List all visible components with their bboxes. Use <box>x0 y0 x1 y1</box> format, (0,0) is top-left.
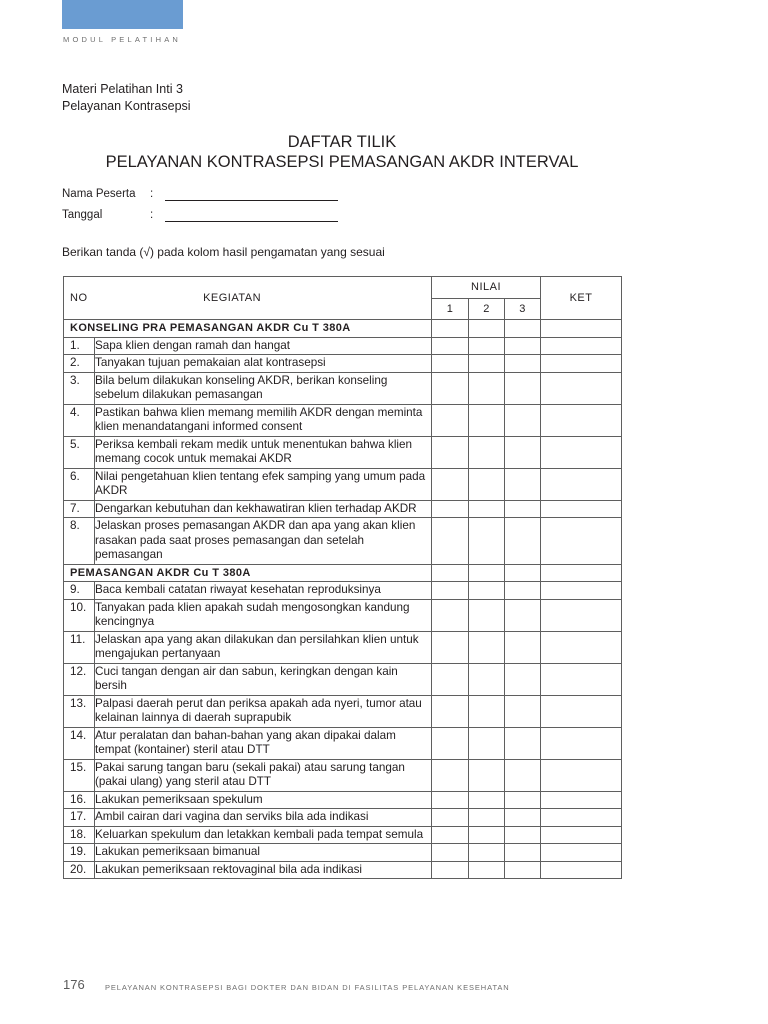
table-row <box>64 759 622 791</box>
header-score: NILAI <box>432 277 541 299</box>
score-3-cell[interactable] <box>505 861 541 879</box>
table-row <box>64 844 622 862</box>
section-empty-cell <box>469 320 505 338</box>
row-number: 5. <box>64 436 95 468</box>
note-cell[interactable] <box>541 695 622 727</box>
row-activity: Palpasi daerah perut dan periksa apakah ada nyeri, tumor atau kelainan lainnya di daerah suprapubik <box>95 695 432 727</box>
date-separator: : <box>150 209 154 221</box>
note-cell[interactable] <box>541 355 622 373</box>
table-row <box>64 695 622 727</box>
score-3-cell[interactable] <box>505 599 541 631</box>
score-2-cell[interactable] <box>469 759 505 791</box>
note-cell[interactable] <box>541 663 622 695</box>
score-1-cell[interactable] <box>432 372 469 404</box>
score-1-cell[interactable] <box>432 844 469 862</box>
score-3-cell[interactable] <box>505 826 541 844</box>
score-1-cell[interactable] <box>432 582 469 600</box>
row-number: 14. <box>64 727 95 759</box>
date-input-line[interactable] <box>165 221 338 222</box>
score-2-cell[interactable] <box>469 518 505 565</box>
row-activity: Jelaskan apa yang akan dilakukan dan persilahkan klien untuk mengajukan pertanyaan <box>95 631 432 663</box>
score-3-cell[interactable] <box>505 337 541 355</box>
date-field[interactable] <box>62 209 153 221</box>
note-cell[interactable] <box>541 631 622 663</box>
score-1-cell[interactable] <box>432 599 469 631</box>
name-field[interactable] <box>62 188 153 200</box>
score-1-cell[interactable] <box>432 404 469 436</box>
note-cell[interactable] <box>541 500 622 518</box>
note-cell[interactable] <box>541 372 622 404</box>
score-1-cell[interactable] <box>432 727 469 759</box>
score-1-cell[interactable] <box>432 861 469 879</box>
score-2-cell[interactable] <box>469 337 505 355</box>
row-activity: Lakukan pemeriksaan spekulum <box>95 791 432 809</box>
score-1-cell[interactable] <box>432 759 469 791</box>
score-1-cell[interactable] <box>432 631 469 663</box>
table-row <box>64 404 622 436</box>
section-empty-cell <box>541 320 622 338</box>
section-empty-cell <box>432 564 469 582</box>
row-number: 13. <box>64 695 95 727</box>
row-activity: Cuci tangan dengan air dan sabun, keringkan dengan kain bersih <box>95 663 432 695</box>
table-row <box>64 468 622 500</box>
row-activity: Nilai pengetahuan klien tentang efek samping yang umum pada AKDR <box>95 468 432 500</box>
score-2-cell[interactable] <box>469 631 505 663</box>
row-number: 20. <box>64 861 95 879</box>
score-1-cell[interactable] <box>432 355 469 373</box>
score-3-cell[interactable] <box>505 355 541 373</box>
table-row <box>64 826 622 844</box>
table-row <box>64 436 622 468</box>
score-2-cell[interactable] <box>469 372 505 404</box>
section-title: KONSELING PRA PEMASANGAN AKDR Cu T 380A <box>64 320 432 338</box>
row-activity: Tanyakan tujuan pemakaian alat kontrasepsi <box>95 355 432 373</box>
row-number: 11. <box>64 631 95 663</box>
score-2-cell[interactable] <box>469 844 505 862</box>
table-row <box>64 582 622 600</box>
row-number: 18. <box>64 826 95 844</box>
row-activity: Atur peralatan dan bahan-bahan yang akan dipakai dalam tempat (kontainer) steril atau DTT <box>95 727 432 759</box>
row-number: 7. <box>64 500 95 518</box>
score-2-cell[interactable] <box>469 826 505 844</box>
score-3-cell[interactable] <box>505 791 541 809</box>
header-score-1: 1 <box>432 299 469 320</box>
score-2-cell[interactable] <box>469 468 505 500</box>
footer-text: PELAYANAN KONTRASEPSI BAGI DOKTER DAN BIDAN DI FASILITAS PELAYANAN KESEHATAN <box>105 983 510 992</box>
score-1-cell[interactable] <box>432 791 469 809</box>
score-1-cell[interactable] <box>432 500 469 518</box>
table-row <box>64 861 622 879</box>
material-heading <box>62 81 191 115</box>
note-cell[interactable] <box>541 727 622 759</box>
material-line-2: Pelayanan Kontrasepsi <box>62 99 191 113</box>
note-cell[interactable] <box>541 599 622 631</box>
section-header-row <box>64 320 622 338</box>
header-score-3: 3 <box>505 299 541 320</box>
row-activity: Pastikan bahwa klien memang memilih AKDR dengan meminta klien menandatangani informed consent <box>95 404 432 436</box>
section-header-row <box>64 564 622 582</box>
section-empty-cell <box>432 320 469 338</box>
score-3-cell[interactable] <box>505 500 541 518</box>
score-3-cell[interactable] <box>505 436 541 468</box>
checklist-table <box>63 276 622 879</box>
score-1-cell[interactable] <box>432 826 469 844</box>
table-row <box>64 500 622 518</box>
row-activity: Periksa kembali rekam medik untuk menentukan bahwa klien memang cocok untuk memakai AKDR <box>95 436 432 468</box>
table-row <box>64 372 622 404</box>
header-no-activity <box>64 277 432 320</box>
note-cell[interactable] <box>541 809 622 827</box>
row-activity: Sapa klien dengan ramah dan hangat <box>95 337 432 355</box>
module-label: MODUL PELATIHAN <box>63 35 182 44</box>
score-2-cell[interactable] <box>469 582 505 600</box>
row-number: 9. <box>64 582 95 600</box>
row-activity: Jelaskan proses pemasangan AKDR dan apa yang akan klien rasakan pada saat proses pemasangan dan setelah pemasangan <box>95 518 432 565</box>
table-row <box>64 337 622 355</box>
score-3-cell[interactable] <box>505 759 541 791</box>
table-row <box>64 727 622 759</box>
score-2-cell[interactable] <box>469 695 505 727</box>
score-2-cell[interactable] <box>469 861 505 879</box>
score-3-cell[interactable] <box>505 663 541 695</box>
table-row <box>64 809 622 827</box>
section-empty-cell <box>541 564 622 582</box>
score-1-cell[interactable] <box>432 518 469 565</box>
score-2-cell[interactable] <box>469 809 505 827</box>
header-activity: KEGIATAN <box>203 291 262 304</box>
row-activity: Ambil cairan dari vagina dan serviks bila ada indikasi <box>95 809 432 827</box>
row-activity: Keluarkan spekulum dan letakkan kembali pada tempat semula <box>95 826 432 844</box>
score-3-cell[interactable] <box>505 582 541 600</box>
note-cell[interactable] <box>541 468 622 500</box>
row-activity: Tanyakan pada klien apakah sudah mengosongkan kandung kencingnya <box>95 599 432 631</box>
score-1-cell[interactable] <box>432 695 469 727</box>
row-number: 3. <box>64 372 95 404</box>
score-1-cell[interactable] <box>432 663 469 695</box>
page-number: 176 <box>63 977 85 992</box>
table-row <box>64 355 622 373</box>
score-1-cell[interactable] <box>432 337 469 355</box>
table-row <box>64 518 622 565</box>
score-3-cell[interactable] <box>505 404 541 436</box>
row-number: 8. <box>64 518 95 565</box>
score-3-cell[interactable] <box>505 844 541 862</box>
row-activity: Lakukan pemeriksaan bimanual <box>95 844 432 862</box>
score-2-cell[interactable] <box>469 355 505 373</box>
score-2-cell[interactable] <box>469 727 505 759</box>
row-number: 10. <box>64 599 95 631</box>
note-cell[interactable] <box>541 337 622 355</box>
table-row <box>64 599 622 631</box>
score-1-cell[interactable] <box>432 468 469 500</box>
score-3-cell[interactable] <box>505 468 541 500</box>
row-number: 6. <box>64 468 95 500</box>
table-row <box>64 663 622 695</box>
row-number: 1. <box>64 337 95 355</box>
note-cell[interactable] <box>541 826 622 844</box>
row-number: 19. <box>64 844 95 862</box>
section-title: PEMASANGAN AKDR Cu T 380A <box>64 564 432 582</box>
row-activity: Baca kembali catatan riwayat kesehatan reproduksinya <box>95 582 432 600</box>
score-2-cell[interactable] <box>469 404 505 436</box>
page-title: DAFTAR TILIK <box>287 133 397 151</box>
row-number: 4. <box>64 404 95 436</box>
name-input-line[interactable] <box>165 200 338 201</box>
section-empty-cell <box>505 320 541 338</box>
row-number: 12. <box>64 663 95 695</box>
score-3-cell[interactable] <box>505 372 541 404</box>
section-empty-cell <box>469 564 505 582</box>
name-separator: : <box>150 188 154 200</box>
score-3-cell[interactable] <box>505 727 541 759</box>
note-cell[interactable] <box>541 861 622 879</box>
score-3-cell[interactable] <box>505 809 541 827</box>
note-cell[interactable] <box>541 404 622 436</box>
note-cell[interactable] <box>541 844 622 862</box>
row-activity: Dengarkan kebutuhan dan kekhawatiran klien terhadap AKDR <box>95 500 432 518</box>
header-score-2: 2 <box>469 299 505 320</box>
row-number: 15. <box>64 759 95 791</box>
row-activity: Pakai sarung tangan baru (sekali pakai) atau sarung tangan (pakai ulang) yang steril atau DTT <box>95 759 432 791</box>
instruction-text: Berikan tanda (√) pada kolom hasil pengamatan yang sesuai <box>62 245 385 259</box>
header-note: KET <box>541 277 622 320</box>
score-1-cell[interactable] <box>432 436 469 468</box>
date-label: Tanggal <box>62 209 103 221</box>
material-line-1: Materi Pelatihan Inti 3 <box>62 82 183 96</box>
note-cell[interactable] <box>541 518 622 565</box>
score-3-cell[interactable] <box>505 518 541 565</box>
row-number: 16. <box>64 791 95 809</box>
row-number: 17. <box>64 809 95 827</box>
score-2-cell[interactable] <box>469 436 505 468</box>
row-number: 2. <box>64 355 95 373</box>
score-3-cell[interactable] <box>505 631 541 663</box>
note-cell[interactable] <box>541 582 622 600</box>
note-cell[interactable] <box>541 436 622 468</box>
score-1-cell[interactable] <box>432 809 469 827</box>
row-activity: Bila belum dilakukan konseling AKDR, berikan konseling sebelum dilakukan pemasangan <box>95 372 432 404</box>
score-2-cell[interactable] <box>469 599 505 631</box>
page-subtitle: PELAYANAN KONTRASEPSI PEMASANGAN AKDR INTERVAL <box>105 153 579 171</box>
table-row <box>64 791 622 809</box>
row-activity: Lakukan pemeriksaan rektovaginal bila ada indikasi <box>95 861 432 879</box>
header-no: NO <box>70 291 88 304</box>
note-cell[interactable] <box>541 791 622 809</box>
score-2-cell[interactable] <box>469 500 505 518</box>
name-label: Nama Peserta <box>62 188 136 200</box>
section-empty-cell <box>505 564 541 582</box>
score-2-cell[interactable] <box>469 663 505 695</box>
table-row <box>64 631 622 663</box>
header-accent-bar <box>62 0 183 29</box>
score-3-cell[interactable] <box>505 695 541 727</box>
note-cell[interactable] <box>541 759 622 791</box>
score-2-cell[interactable] <box>469 791 505 809</box>
